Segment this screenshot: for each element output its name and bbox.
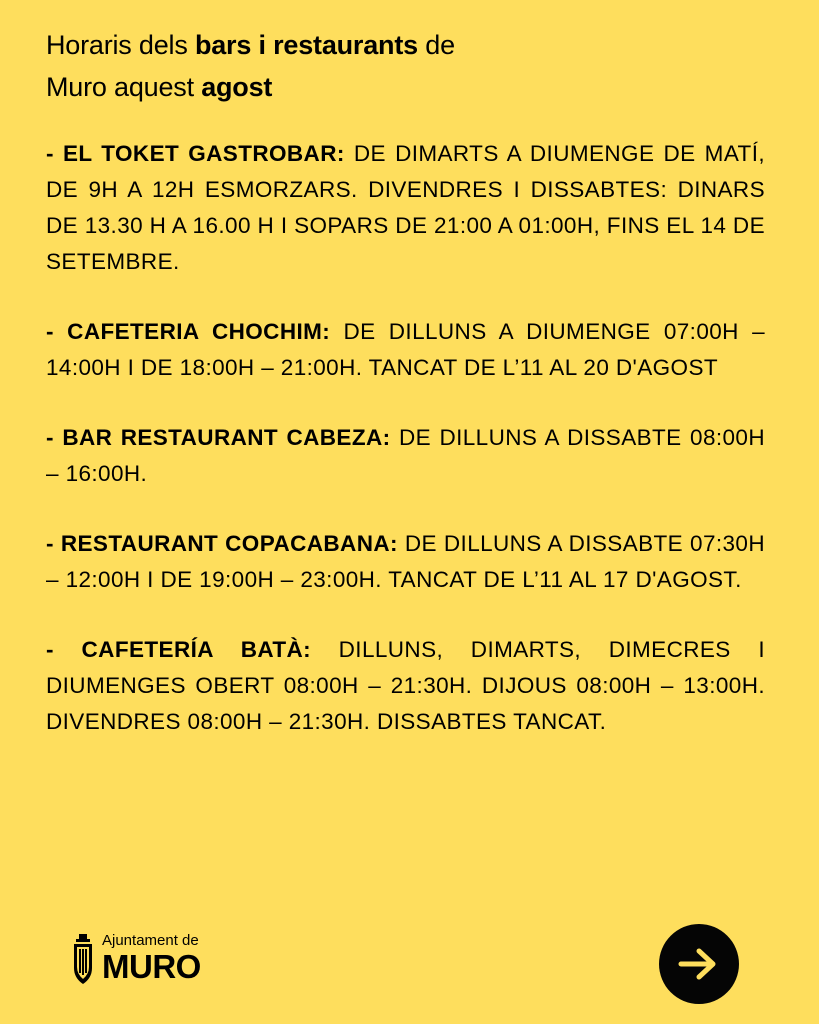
schedule-list [46, 136, 765, 774]
venue-hours: DE DILLUNS A DISSABTE 08:00H – 16:00H. [46, 425, 765, 486]
list-item [46, 632, 765, 740]
title-line-1: Horaris dels bars i restaurants de [46, 30, 455, 60]
list-item [46, 526, 765, 598]
venue-name: - RESTAURANT COPACABANA: [46, 531, 398, 556]
venue-name: - BAR RESTAURANT CABEZA: [46, 425, 391, 450]
title-line-2: Muro aquest agost [46, 72, 273, 102]
venue-name: - CAFETERIA CHOCHIM: [46, 319, 331, 344]
ajuntament-logo [72, 930, 222, 986]
list-item [46, 314, 765, 386]
coat-of-arms-icon [72, 934, 94, 986]
venue-hours: DE DILLUNS A DIUMENGE 07:00H – 14:00H I DE 18:00H – 21:00H. TANCAT DE L’11 AL 20 D'AGOST [46, 319, 765, 380]
logo-small-text: Ajuntament de [102, 932, 199, 949]
list-item [46, 136, 765, 280]
venue-name: - CAFETERÍA BATÀ: [46, 637, 312, 662]
list-item [46, 420, 765, 492]
venue-hours: DILLUNS, DIMARTS, DIMECRES I DIUMENGES OBERT 08:00H – 21:30H. DIJOUS 08:00H – 13:00H. DIVENDRES 08:00H – 21:30H. DISSABTES TANCAT. [46, 637, 765, 734]
venue-hours: DE DIMARTS A DIUMENGE DE MATÍ, DE 9H A 12H ESMORZARS. DIVENDRES I DISSABTES: DINARS DE 13.30 H A 16.00 H I SOPARS DE 21:00 A 01:00H, FINS EL 14 DE SETEMBRE. [46, 141, 766, 274]
next-button[interactable] [659, 924, 739, 1004]
page-title [46, 24, 766, 108]
arrow-right-icon [677, 946, 721, 982]
venue-hours: DE DILLUNS A DISSABTE 07:30H – 12:00H I DE 19:00H – 23:00H. TANCAT DE L’11 AL 17 D'AGOST. [46, 531, 765, 592]
venue-name: - EL TOKET GASTROBAR: [46, 141, 345, 166]
logo-big-text: MURO [102, 948, 201, 985]
